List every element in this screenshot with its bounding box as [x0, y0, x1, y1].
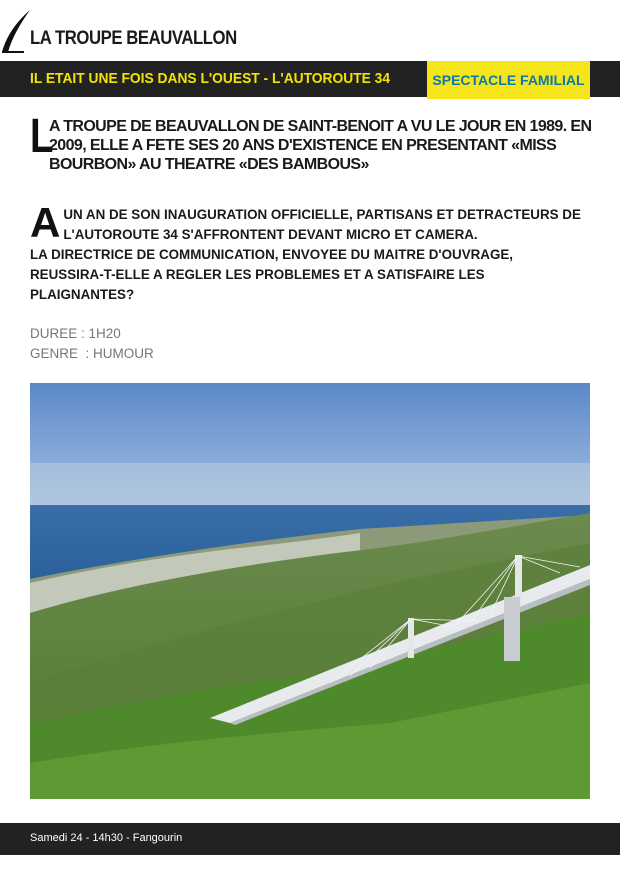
duration: DUREE : 1H20: [30, 326, 121, 341]
bridge-landscape-image: [30, 383, 590, 799]
bridge-photo: [30, 383, 590, 799]
performance-date: Samedi 24 - 14h30 - Fangourin: [30, 832, 183, 844]
synopsis-text-2: LA DIRECTRICE DE COMMUNICATION, ENVOYEE DU MAITRE D'OUVRAGE, REUSSIRA-T-ELLE A REGLER LES PROBLEMES ET A SATISFAIRE LES PLAIGNANTES?: [30, 247, 514, 302]
family-show-badge: [427, 61, 590, 99]
intro-dropcap: L: [30, 110, 54, 163]
genre: GENRE : HUMOUR: [30, 346, 154, 361]
show-details: [30, 324, 154, 364]
synopsis-dropcap: A: [30, 199, 61, 246]
badge-label: SPECTACLE FAMILIAL: [432, 72, 585, 88]
synopsis-text: UN AN DE SON INAUGURATION OFFICIELLE, PARTISANS ET DETRACTEURS DE L'AUTOROUTE 34 S'AFFRONTENT DEVANT MICRO ET CAMERA.: [63, 207, 581, 242]
title-bar: [0, 61, 620, 97]
show-title: IL ETAIT UNE FOIS DANS L'OUEST - L'AUTOROUTE 34: [30, 70, 391, 87]
synopsis-paragraph: [30, 199, 590, 305]
footer-bar: [0, 823, 620, 855]
troupe-name: LA TROUPE BEAUVALLON: [30, 28, 237, 49]
intro-text: A TROUPE DE BEAUVALLON DE SAINT-BENOIT A VU LE JOUR EN 1989. EN 2009, ELLE A FETE SES 20 ANS D'EXISTENCE EN PRESENTANT «MISS BOURBON» AU THEATRE «DES BAMBOUS»: [49, 118, 592, 173]
top-header: [0, 0, 620, 60]
intro-paragraph: [30, 110, 600, 174]
